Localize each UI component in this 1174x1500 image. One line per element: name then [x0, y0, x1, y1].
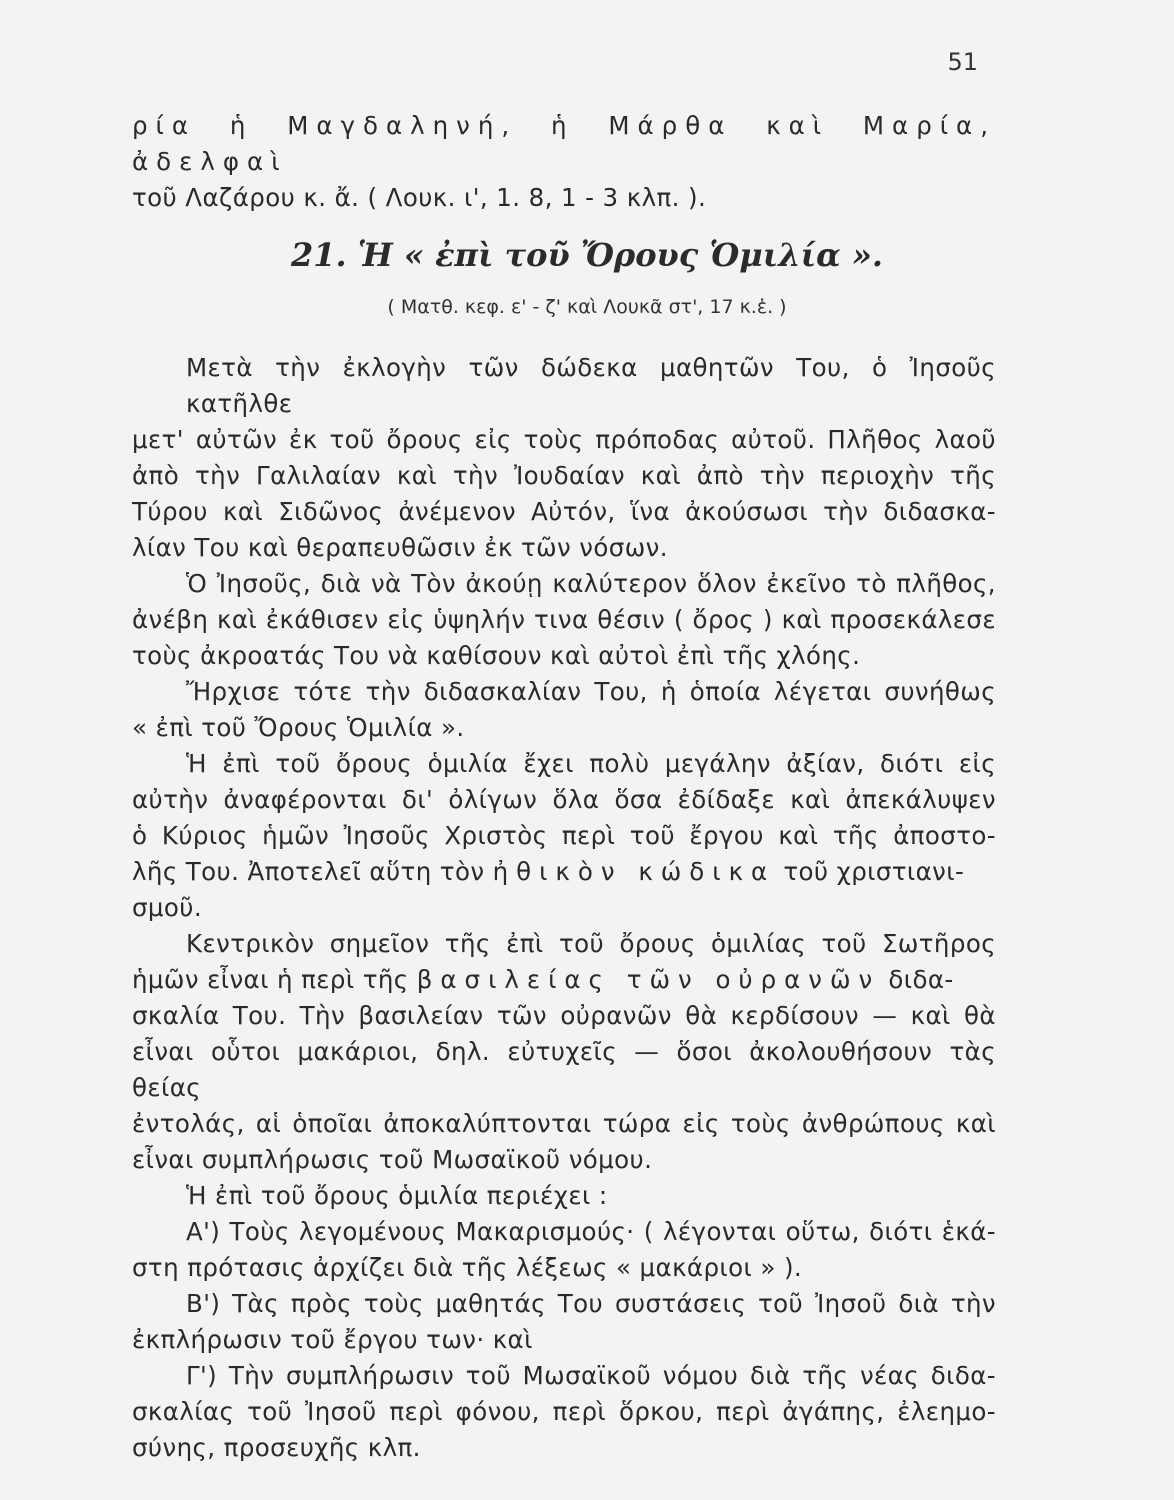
text-line: Α') Τοὺς λεγομένους Μακαρισμούς· ( λέγονται οὕτω, διότι ἑκά-	[186, 1217, 996, 1246]
text-line: στη πρότασις ἀρχίζει διὰ τῆς λέξεως « μακάριοι » ).	[132, 1253, 803, 1282]
text-line: Κεντρικὸν σημεῖον τῆς ἐπὶ τοῦ ὄρους ὁμιλίας τοῦ Σωτῆρος	[186, 929, 996, 958]
text-line: ἐντολάς, αἱ ὁποῖαι ἀποκαλύπτονται τώρα εἰς τοὺς ἀνθρώπους καὶ	[132, 1109, 996, 1138]
emphasized-term: ἠθικὸν κώδικα	[492, 857, 776, 886]
page-number: 51	[947, 48, 978, 76]
text-line: Β') Τὰς πρὸς τοὺς μαθητάς Του συστάσεις τοῦ Ἰησοῦ διὰ τὴν	[186, 1289, 996, 1318]
continuation-paragraph	[132, 108, 996, 216]
text-line: ἀπὸ τὴν Γαλιλαίαν καὶ τὴν Ἰουδαίαν καὶ ἀπὸ τὴν περιοχὴν τῆς	[132, 461, 996, 490]
text-line: Ἡ ἐπὶ τοῦ ὄρους ὁμιλία ἔχει πολὺ μεγάλην ἀξίαν, διότι εἰς	[186, 749, 996, 778]
text-line: ἀνέβη καὶ ἐκάθισεν εἰς ὑψηλήν τινα θέσιν ( ὄρος ) καὶ προσεκάλεσε	[132, 605, 996, 634]
text-line: τοῦ Λαζάρου κ. ἄ. ( Λουκ. ι', 1. 8, 1 - 3 κλπ. ).	[132, 183, 707, 212]
text-line: Γ') Τὴν συμπλήρωσιν τοῦ Μωσαϊκοῦ νόμου διὰ τῆς νέας διδα-	[186, 1361, 996, 1390]
text-line: σμοῦ.	[132, 893, 203, 922]
section-title: 21. Ἡ « ἐπὶ τοῦ Ὄρους Ὁμιλία ».	[290, 236, 884, 274]
text-segment: τοῦ χριστιανι-	[775, 857, 965, 886]
text-line: σύνης, προσευχῆς κλπ.	[132, 1433, 421, 1462]
text-line: ὁ Κύριος ἡμῶν Ἰησοῦς Χριστὸς περὶ τοῦ ἔργου καὶ τῆς ἀποστο-	[132, 821, 996, 850]
text-line: σκαλία Του. Τὴν βασιλείαν τῶν οὐρανῶν θὰ κερδίσουν — καὶ θὰ	[132, 1001, 996, 1030]
text-line: Ἤρχισε τότε τὴν διδασκαλίαν Του, ἡ ὁποία λέγεται συνήθως	[186, 677, 996, 706]
text-line: μετ' αὐτῶν ἐκ τοῦ ὄρους εἰς τοὺς πρόποδας αὐτοῦ. Πλῆθος λαοῦ	[132, 425, 996, 454]
text-line	[132, 854, 996, 890]
section-body	[132, 350, 996, 1466]
text-line: σκαλίας τοῦ Ἰησοῦ περὶ φόνου, περὶ ὅρκου, περὶ ἀγάπης, ἐλεημο-	[132, 1397, 996, 1426]
text-line: εἶναι οὗτοι μακάριοι, δηλ. εὐτυχεῖς — ὅσοι ἀκολουθήσουν τὰς θείας	[132, 1037, 996, 1102]
text-line: εἶναι συμπλήρωσις τοῦ Μωσαϊκοῦ νόμου.	[132, 1145, 653, 1174]
text-segment: ἡμῶν εἶναι ἡ περὶ τῆς	[132, 965, 417, 994]
text-line: λίαν Του καὶ θεραπευθῶσιν ἐκ τῶν νόσων.	[132, 533, 668, 562]
scripture-reference: ( Ματθ. κεφ. ε' - ζ' καὶ Λουκᾶ στ', 17 κ.ἑ. )	[387, 296, 787, 318]
text-line: ἐκπλήρωσιν τοῦ ἔργου των· καὶ	[132, 1325, 533, 1354]
text-line: Ἡ ἐπὶ τοῦ ὄρους ὁμιλία περιέχει :	[186, 1181, 608, 1210]
text-line: τοὺς ἀκροατάς Του νὰ καθίσουν καὶ αὐτοὶ ἐπὶ τῆς χλόης.	[132, 641, 861, 670]
text-line: Μετὰ τὴν ἐκλογὴν τῶν δώδεκα μαθητῶν Του, ὁ Ἰησοῦς κατῆλθε	[186, 353, 996, 418]
text-segment: διδα-	[880, 965, 954, 994]
text-line: « ἐπὶ τοῦ Ὄρους Ὁμιλία ».	[132, 713, 465, 742]
text-line: ρία ἡ Μαγδαληνή, ἡ Μάρθα καὶ Μαρία, ἀδελφαὶ	[132, 111, 996, 176]
emphasized-term: βασιλείας τῶν οὐρανῶν	[416, 965, 881, 994]
text-line	[132, 962, 996, 998]
text-line: Ὁ Ἰησοῦς, διὰ νὰ Τὸν ἀκούῃ καλύτερον ὅλον ἐκεῖνο τὸ πλῆθος,	[186, 569, 996, 598]
text-line: αὐτὴν ἀναφέρονται δι' ὀλίγων ὅλα ὅσα ἐδίδαξε καὶ ἀπεκάλυψεν	[132, 785, 996, 814]
text-segment: λῆς Του. Ἀποτελεῖ αὕτη τὸν	[132, 857, 493, 886]
text-line: Τύρου καὶ Σιδῶνος ἀνέμενον Αὐτόν, ἵνα ἀκούσωσι τὴν διδασκα-	[132, 497, 996, 526]
